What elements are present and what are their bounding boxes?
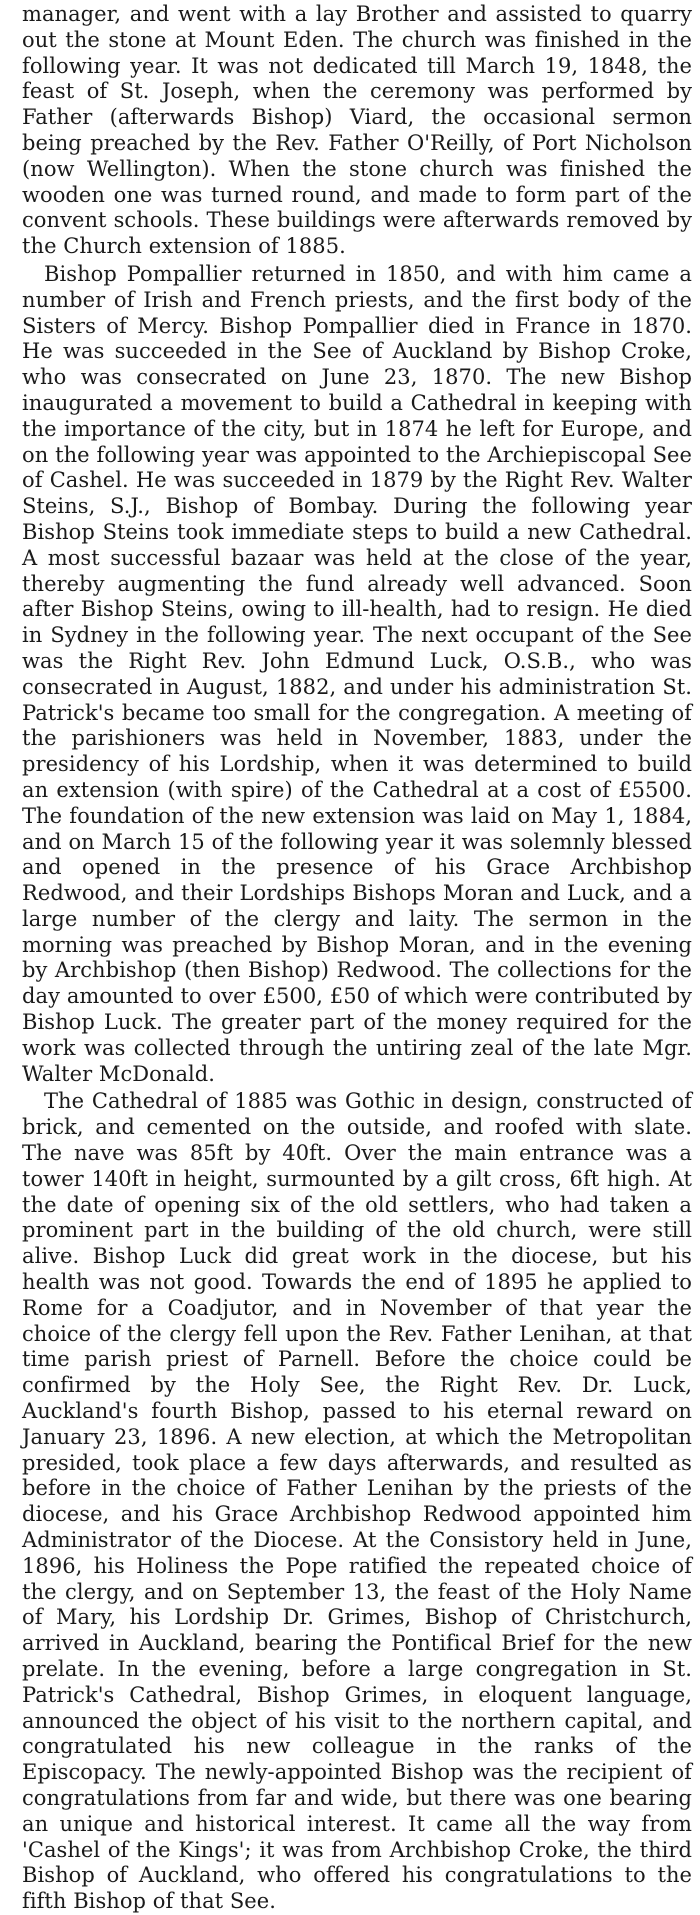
paragraph-3: The Cathedral of 1885 was Gothic in design, constructed of brick, and cemented on the outside, and roofed with slate. The nave was 85ft by 40ft. Over the main entrance was a tower 140ft in height, surmounted by a gilt cross, 6ft high. At the date of opening six of the old settlers, who had taken a prominent part in the building of the old church, were still alive. Bishop Luck did great work in the diocese, but his health was not good. Towards the end of 1895 he applied to Rome for a Coadjutor, and in November of that year the choice of the clergy fell upon the Rev. Father Lenihan, at that time parish priest of Parnell. Before the choice could be confirmed by the Holy See, the Right Rev. Dr. Luck, Auckland's fourth Bishop, passed to his eternal reward on January 23, 1896. A new election, at which the Metropolitan presided, took place a few days afterwards, and resulted as before in the choice of Father Lenihan by the priests of the diocese, and his Grace Archbishop Redwood appointed him Administrator of the Diocese. At the Consistory held in June, 1896, his Holiness the Pope ratified the repeated choice of the clergy, and on September 13, the feast of the Holy Name of Mary, his Lordship Dr. Grimes, Bishop of Christchurch, arrived in Auckland, bearing the Pontifical Brief for the new prelate. In the evening, before a large congregation in St. Patrick's Cathedral, Bishop Grimes, in eloquent language, announced the object of his visit to the northern capital, and congratulated his new colleague in the ranks of the Episcopacy. The newly-appointed Bishop was the recipient of congratulations from far and wide, but there was one bearing an unique and historical interest. It came all the way from 'Cashel of the Kings'; it was from Archbishop Croke, the third Bishop of Auckland, who offered his congratulations to the fifth Bishop of that See. xyxy=(22,1089,692,1914)
paragraph-1: manager, and went with a lay Brother and assisted to quarry out the stone at Mount Eden. The church was finished in the following year. It was not dedicated till March 19, 1848, the feast of St. Joseph, when the ceremony was performed by Father (afterwards Bishop) Viard, the occasional sermon being preached by the Rev. Father O'Reilly, of Port Nicholson (now Wellington). When the stone church was finished the wooden one was turned round, and made to form part of the convent schools. These buildings were afterwards removed by the Church extension of 1885. xyxy=(22,2,692,259)
paragraph-2: Bishop Pompallier returned in 1850, and with him came a number of Irish and French priests, and the first body of the Sisters of Mercy. Bishop Pompallier died in France in 1870. He was succeeded in the See of Auckland by Bishop Croke, who was consecrated on June 23, 1870. The new Bishop inaugurated a movement to build a Cathedral in keeping with the importance of the city, but in 1874 he left for Europe, and on the following year was appointed to the Archiepiscopal See of Cashel. He was succeeded in 1879 by the Right Rev. Walter Steins, S.J., Bishop of Bombay. During the following year Bishop Steins took immediate steps to build a new Cathedral. A most successful bazaar was held at the close of the year, thereby augmenting the fund already well advanced. Soon after Bishop Steins, owing to ill-health, had to resign. He died in Sydney in the following year. The next occupant of the See was the Right Rev. John Edmund Luck, O.S.B., who was consecrated in August, 1882, and under his administration St. Patrick's became too small for the congregation. A meeting of the parishioners was held in November, 1883, under the presidency of his Lordship, when it was determined to build an extension (with spire) of the Cathedral at a cost of £5500. The foundation of the new extension was laid on May 1, 1884, and on March 15 of the following year it was solemnly blessed and opened in the presence of his Grace Archbishop Redwood, and their Lordships Bishops Moran and Luck, and a large number of the clergy and laity. The sermon in the morning was preached by Bishop Moran, and in the evening by Archbishop (then Bishop) Redwood. The collections for the day amounted to over £500, £50 of which were contributed by Bishop Luck. The greater part of the money required for the work was collected through the untiring zeal of the late Mgr. Walter McDonald. xyxy=(22,261,692,1086)
article-column xyxy=(22,2,692,1915)
